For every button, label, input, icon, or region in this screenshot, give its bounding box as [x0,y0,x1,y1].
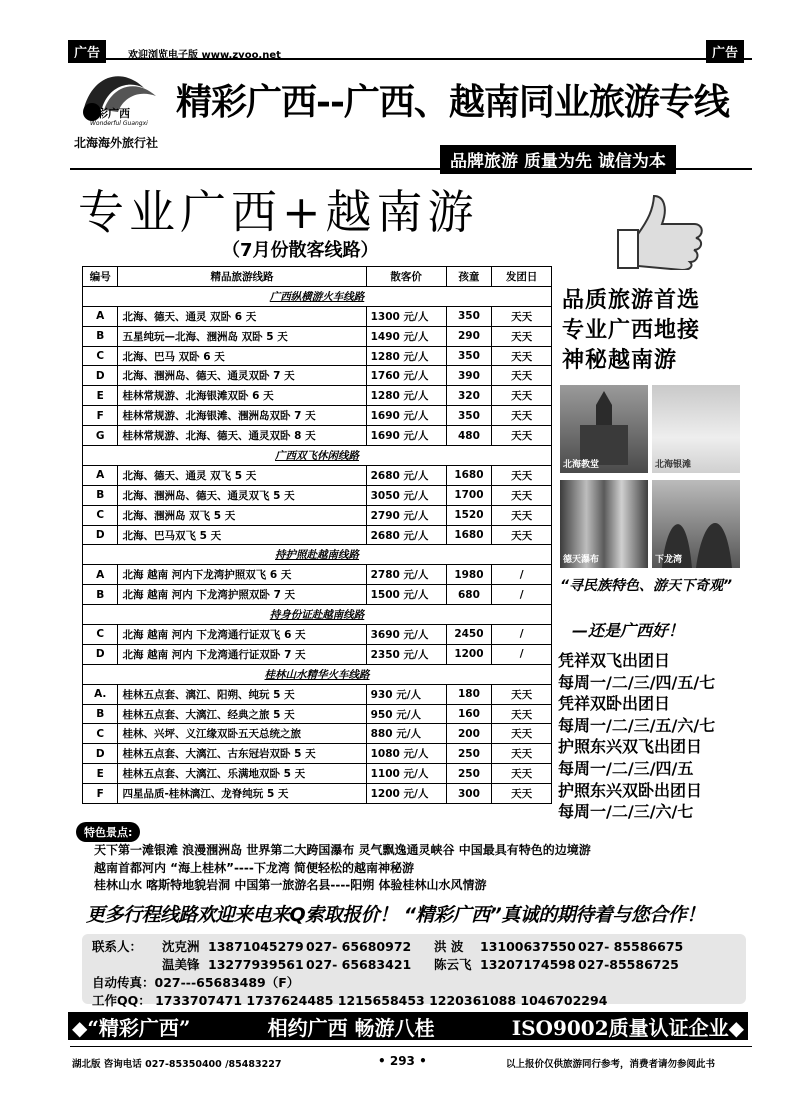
route-code: G [83,426,118,446]
schedule-line: 凭祥双飞出团日 [558,651,671,670]
route-name: 北海、巴马双飞 5 天 [118,525,366,545]
route-name: 北海、德天、通灵 双卧 6 天 [118,306,366,326]
child-price: 160 [446,704,492,724]
route-name: 北海 越南 河内 下龙湾通行证双飞 6 天 [118,625,366,645]
table-section-row [83,446,552,466]
route-code: A [83,306,118,326]
header-divider [70,168,752,170]
route-name: 北海、德天、通灵 双飞 5 天 [118,465,366,485]
child-price: 250 [446,744,492,764]
sub-heading: （7月份散客线路） [222,240,379,261]
route-name: 桂林常规游、北海银滩双卧 6 天 [118,386,366,406]
child-price: 290 [446,326,492,346]
table-row [83,585,552,605]
route-name: 北海、涠洲岛、德天、通灵双卧 7 天 [118,366,366,386]
contact-name: 洪 波 [434,939,464,954]
table-row [83,565,552,585]
departure-day: / [492,644,552,664]
departure-day: 天天 [492,525,552,545]
cooperation-banner: 更多行程线路欢迎来电来Q索取报价！ “精彩广西”真诚的期待着与您合作！ [86,904,705,926]
slogan-line: 专业广西地接 [562,317,701,343]
thumbs-up-icon [598,190,718,270]
route-price: 1500 元/人 [366,585,446,605]
route-name: 桂林五点套、漓江、阳朔、纯玩 5 天 [118,684,366,704]
route-name: 桂林、兴坪、义江缘双卧五天总统之旅 [118,724,366,744]
big-heading: 专业广西+越南游 [78,185,479,239]
table-header-row [83,267,552,287]
table-row [83,505,552,525]
route-name: 桂林五点套、大漓江、古东冠岩双卧 5 天 [118,744,366,764]
photo-waterfall [560,480,648,568]
table-row [83,306,552,326]
feature-line: 桂林山水 喀斯特地貌岩洞 中国第一旅游名县----阳朔 体验桂林山水风情游 [94,878,487,892]
table-row [83,744,552,764]
departure-day: 天天 [492,505,552,525]
logo-text: 精彩广西 [86,107,130,120]
contact-name: 温美锋 [162,957,200,972]
table-row [83,644,552,664]
route-name: 桂林五点套、大漓江、乐满地双卧 5 天 [118,764,366,784]
footer-bar [68,1012,748,1040]
route-code: E [83,764,118,784]
route-price: 930 元/人 [366,684,446,704]
child-price: 350 [446,346,492,366]
footer-left: ◆“精彩广西” [72,1015,191,1040]
route-code: C [83,346,118,366]
route-name: 北海 越南 河内 下龙湾通行证双卧 7 天 [118,644,366,664]
route-name: 桂林常规游、北海、德天、通灵双卧 8 天 [118,426,366,446]
table-row [83,724,552,744]
route-price: 1100 元/人 [366,764,446,784]
route-price: 2790 元/人 [366,505,446,525]
child-price: 680 [446,585,492,605]
promo-quote: “寻民族特色、游天下奇观” [560,578,733,594]
contact-mobile: 13100637550 [480,939,576,954]
contact-tel: 027- 85586675 [578,939,684,954]
departure-day: 天天 [492,406,552,426]
route-name: 北海、巴马 双卧 6 天 [118,346,366,366]
route-price: 1200 元/人 [366,784,446,804]
route-code: F [83,784,118,804]
table-row [83,426,552,446]
site-text: 欢迎浏览电子版 www.zyoo.net [128,50,281,61]
routes-table [82,266,552,804]
route-code: A [83,565,118,585]
contact-name: 陈云飞 [434,957,472,972]
table-row [83,366,552,386]
route-name: 五星纯玩—北海、涠洲岛 双卧 5 天 [118,326,366,346]
slogan-line: 品质旅游首选 [562,287,701,313]
route-code: D [83,644,118,664]
section-title: 持身份证赴越南线路 [83,605,552,625]
section-title: 持护照赴越南线路 [83,545,552,565]
departure-day: 天天 [492,426,552,446]
route-code: C [83,724,118,744]
col-header-code: 编号 [83,267,118,287]
route-price: 1300 元/人 [366,306,446,326]
departure-day: 天天 [492,485,552,505]
table-row [83,764,552,784]
child-price: 1680 [446,465,492,485]
features-badge: 特色景点: [76,822,140,842]
route-code: A [83,465,118,485]
departure-day: / [492,625,552,645]
table-section-row [83,286,552,306]
child-price: 320 [446,386,492,406]
photo-caption: 德天瀑布 [563,555,600,565]
page-number: • 293 • [378,1054,427,1068]
child-price: 2450 [446,625,492,645]
departure-day: 天天 [492,704,552,724]
departure-day: 天天 [492,784,552,804]
child-price: 1520 [446,505,492,525]
route-price: 880 元/人 [366,724,446,744]
photo-beach [652,385,740,473]
photo-church [560,385,648,473]
feature-line: 天下第一滩银滩 浪漫涠洲岛 世界第二大跨国瀑布 灵气飘逸通灵峡谷 中国最具有特色的边境游 [94,843,591,857]
route-price: 1760 元/人 [366,366,446,386]
bottom-disclaimer: 以上报价仅供旅游同行参考，消费者请勿参阅此书 [506,1059,716,1070]
route-code: B [83,326,118,346]
child-price: 1980 [446,565,492,585]
footer-right: ISO9002质量认证企业◆ [511,1015,744,1040]
main-title: 精彩广西--广西、越南同业旅游专线 [176,81,729,123]
route-code: A. [83,684,118,704]
child-price: 350 [446,306,492,326]
child-price: 1200 [446,644,492,664]
child-price: 390 [446,366,492,386]
feature-line: 越南首都河内 “海上桂林”----下龙湾 简便轻松的越南神秘游 [94,860,415,875]
right-slogans [562,285,700,375]
photo-caption: 北海银滩 [655,460,692,470]
route-name: 北海 越南 河内 下龙湾护照双卧 7 天 [118,585,366,605]
route-code: D [83,744,118,764]
route-code: C [83,505,118,525]
contact-mobile: 13277939561 [208,957,304,972]
photo-caption: 下龙湾 [655,555,683,565]
contact-tel: 027-85586725 [578,957,679,972]
table-section-row [83,664,552,684]
departure-day: 天天 [492,764,552,784]
ad-label-right: 广告 [706,40,744,63]
route-code: F [83,406,118,426]
route-price: 1690 元/人 [366,406,446,426]
route-price: 1690 元/人 [366,426,446,446]
contact-mobile: 13207174598 [480,957,576,972]
bottom-edition: 湖北版 咨询电话 027-85350400 /85483227 [72,1059,282,1070]
table-row [83,346,552,366]
route-name: 四星品质-桂林漓江、龙脊纯玩 5 天 [118,784,366,804]
photo-caption: 北海教堂 [563,460,600,470]
child-price: 1680 [446,525,492,545]
route-name: 北海、涠洲岛 双飞 5 天 [118,505,366,525]
route-price: 950 元/人 [366,704,446,724]
table-row [83,684,552,704]
logo-subtext: Wonderful Guangxi [90,120,148,127]
route-price: 1490 元/人 [366,326,446,346]
brand-slogan: 品牌旅游 质量为先 诚信为本 [440,145,676,174]
departure-day: 天天 [492,386,552,406]
table-row [83,784,552,804]
contact-tel: 027- 65683421 [306,957,412,972]
schedule-line: 每周一/二/三/四/五 [558,758,694,778]
route-name: 桂林常规游、北海银滩、涠洲岛双卧 7 天 [118,406,366,426]
departure-day: 天天 [492,306,552,326]
col-header-child: 孩童 [446,267,492,287]
table-row [83,326,552,346]
table-row [83,465,552,485]
child-price: 1700 [446,485,492,505]
departure-day: 天天 [492,724,552,744]
col-header-departure: 发团日 [492,267,552,287]
company-name: 北海海外旅行社 [74,136,159,150]
route-price: 3690 元/人 [366,625,446,645]
route-price: 2350 元/人 [366,644,446,664]
photo-halong-bay [652,480,740,568]
col-header-price: 散客价 [366,267,446,287]
route-code: B [83,485,118,505]
contact-tel: 027- 65680972 [306,939,412,954]
schedule-line: 每周一/二/三/五/六/七 [558,715,716,735]
departure-day: 天天 [492,366,552,386]
features-list [94,842,591,895]
table-section-row [83,605,552,625]
section-title: 广西双飞休闲线路 [83,446,552,466]
section-title: 广西纵横游火车线路 [83,286,552,306]
contact-qq: 工作QQ： 1733707471 1737624485 1215658453 1220361088 1046702294 [92,993,608,1008]
route-price: 2680 元/人 [366,465,446,485]
departure-schedule [558,650,715,823]
route-name: 北海 越南 河内下龙湾护照双飞 6 天 [118,565,366,585]
schedule-line: 每周一/二/三/四/五/七 [558,672,716,692]
route-code: C [83,625,118,645]
table-row [83,525,552,545]
contact-fax: 自动传真：027---65683489（F） [92,975,300,990]
child-price: 300 [446,784,492,804]
table-row [83,625,552,645]
route-price: 2680 元/人 [366,525,446,545]
departure-day: 天天 [492,326,552,346]
departure-day: 天天 [492,465,552,485]
schedule-line: 护照东兴双卧出团日 [558,780,703,800]
promo-quote-tail: —还是广西好！ [572,621,685,640]
child-price: 250 [446,764,492,784]
schedule-line: 护照东兴双飞出团日 [558,737,703,757]
route-price: 2780 元/人 [366,565,446,585]
schedule-line: 每周一/二/三/六/七 [558,802,694,822]
route-price: 3050 元/人 [366,485,446,505]
col-header-route: 精品旅游线路 [118,267,366,287]
bottom-rule [70,1046,752,1047]
contact-name: 沈克洲 [162,939,200,954]
table-row [83,704,552,724]
child-price: 480 [446,426,492,446]
section-title: 桂林山水精华火车线路 [83,664,552,684]
departure-day: / [492,565,552,585]
route-code: B [83,585,118,605]
route-price: 1280 元/人 [366,346,446,366]
slogan-line: 神秘越南游 [562,347,678,373]
child-price: 180 [446,684,492,704]
table-row [83,485,552,505]
contact-lines [92,938,683,1010]
departure-day: 天天 [492,346,552,366]
contact-label: 联系人： [92,939,143,954]
route-name: 北海、涠洲岛、德天、通灵双飞 5 天 [118,485,366,505]
route-code: B [83,704,118,724]
route-price: 1280 元/人 [366,386,446,406]
departure-day: 天天 [492,684,552,704]
table-row [83,386,552,406]
header-rule [70,58,752,60]
route-name: 桂林五点套、大漓江、经典之旅 5 天 [118,704,366,724]
departure-day: / [492,585,552,605]
route-code: D [83,525,118,545]
ad-label-left: 广告 [68,40,106,63]
table-row [83,406,552,426]
child-price: 350 [446,406,492,426]
route-code: D [83,366,118,386]
schedule-line: 凭祥双卧出团日 [558,694,671,714]
footer-middle: 相约广西 畅游八桂 [267,1015,435,1040]
table-section-row [83,545,552,565]
departure-day: 天天 [492,744,552,764]
route-code: E [83,386,118,406]
route-price: 1080 元/人 [366,744,446,764]
child-price: 200 [446,724,492,744]
contact-mobile: 13871045279 [208,939,304,954]
